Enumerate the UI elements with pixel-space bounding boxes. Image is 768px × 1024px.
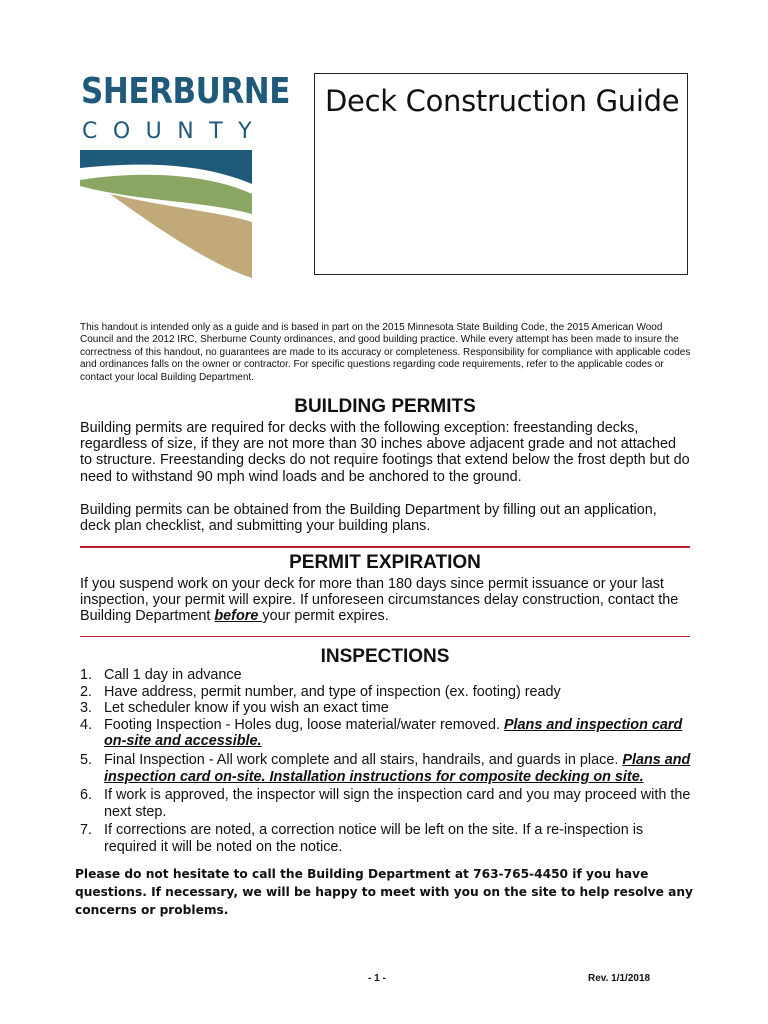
list-item-emphasis: Plans and inspection card on-site and accessible. [104, 716, 683, 750]
disclaimer-text: This handout is intended only as a guide and is based in part on the 2015 Minnesota State Building Code, the 2015 American Wood Council and the 2012 IRC, Sherburne County ordinances, and good building practice. While every attempt has been made to insure the correctness of this handout, no guarantees are made to its accuracy or completeness. Responsibility for compliance with applicable codes and ordinances falls on the owner or contractor. For specific questions regarding code requirements, refer to the applicable codes or contact your local Building Department. [80, 322, 691, 383]
list-item-number: 1. [80, 667, 93, 683]
list-item-number: 6. [80, 787, 93, 804]
building-permits-paragraph-1: Building permits are required for decks with the following exception: freestanding decks, regardless of size, if they are not more than 30 inches above adjacent grade and not attached to structure. Freestanding decks do not require footings that extend below the frost depth but do need to withstand 90 mph wind loads and be anchored to the ground. [80, 420, 690, 485]
permit-expiration-text-end: your permit expires. [262, 608, 389, 625]
list-item [80, 717, 695, 750]
list-item-text: Have address, permit number, and type of inspection (ex. footing) ready [104, 683, 561, 700]
list-item-number: 3. [80, 700, 93, 717]
list-item-emphasis: Plans and inspection card on-site. Installation instructions for composite decking on site. [104, 751, 691, 785]
list-item-text: If work is approved, the inspector will sign the inspection card and you may proceed with the next step. [104, 787, 691, 820]
logo-line-county: COUNTY [82, 119, 268, 144]
inspections-heading: INSPECTIONS [320, 646, 450, 667]
section-divider [80, 636, 690, 637]
list-item [80, 752, 695, 785]
permit-expiration-emphasis: before [214, 608, 263, 625]
list-item-number: 4. [80, 716, 93, 733]
list-item [80, 700, 695, 717]
logo-landscape-graphic [80, 150, 258, 278]
list-item [80, 822, 695, 855]
permit-expiration-text: If you suspend work on your deck for more than 180 days since permit issuance or your last inspection, your permit will expire. If unforeseen circumstances delay construction, contact the Building Department [80, 576, 679, 625]
list-item-text: Final Inspection - All work complete and all stairs, handrails, and guards in place. [104, 751, 623, 768]
list-item [80, 684, 695, 701]
revision-date: Rev. 1/1/2018 [588, 973, 651, 984]
list-item-number: 7. [80, 822, 93, 839]
building-permits-heading: BUILDING PERMITS [294, 396, 476, 417]
list-item-number: 5. [80, 751, 93, 768]
building-permits-paragraph-2: Building permits can be obtained from the Building Department by filling out an application, deck plan checklist, and submitting your building plans. [80, 502, 657, 535]
permit-expiration-paragraph [80, 576, 690, 625]
inspections-list [80, 667, 695, 856]
sherburne-county-logo [80, 71, 290, 280]
list-item [80, 787, 695, 820]
title-box [314, 73, 688, 275]
page-number: - 1 - [368, 973, 386, 984]
list-item [80, 667, 695, 684]
list-item-text: Call 1 day in advance [104, 667, 242, 683]
logo-line-sherburne: SHERBURNE [81, 71, 290, 112]
section-divider [80, 546, 690, 548]
list-item-number: 2. [80, 683, 93, 700]
list-item-text: Footing Inspection - Holes dug, loose material/water removed. [104, 716, 504, 733]
document-title: Deck Construction Guide [325, 84, 680, 118]
list-item-text: Let scheduler know if you wish an exact time [104, 700, 389, 717]
list-item-text: If corrections are noted, a correction notice will be left on the site. If a re-inspection is required it will be noted on the notice. [104, 822, 644, 855]
permit-expiration-heading: PERMIT EXPIRATION [289, 552, 481, 573]
contact-note: Please do not hesitate to call the Building Department at 763-765-4450 if you have questions. If necessary, we will be happy to meet with you on the site to help resolve any concerns or problems. [75, 867, 693, 917]
